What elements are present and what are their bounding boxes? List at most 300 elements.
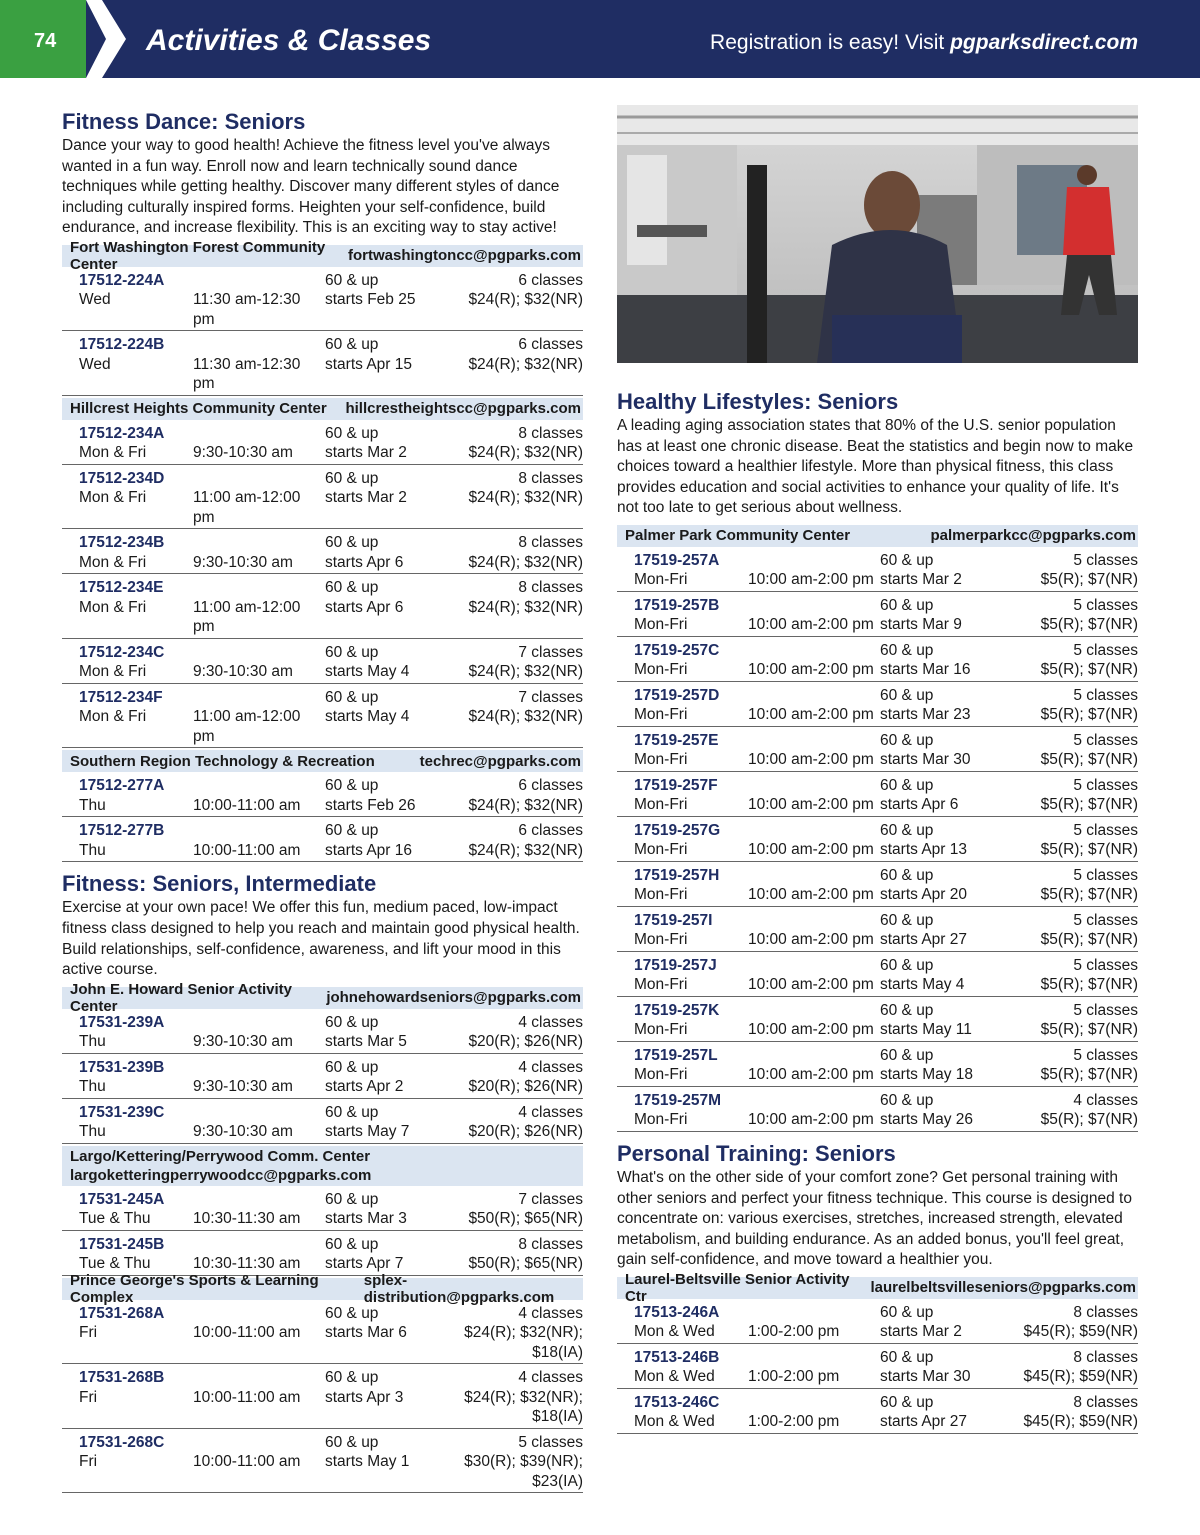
class-row[interactable] (62, 1099, 583, 1144)
class-time: 11:30 am-12:30 pm (193, 355, 301, 393)
class-row[interactable] (62, 684, 583, 749)
class-row[interactable] (617, 682, 1138, 727)
class-count: 4 classes (1073, 1091, 1138, 1109)
class-days: Thu (79, 1033, 106, 1051)
class-count: 4 classes (518, 1369, 583, 1387)
class-fee: $24(R); $32(NR) (468, 598, 583, 616)
location-name: Fort Washington Forest Community Center (70, 238, 326, 273)
class-code[interactable]: 17531-239C (79, 1103, 165, 1121)
location-header (617, 1270, 1138, 1305)
class-count: 5 classes (1073, 686, 1138, 704)
class-fee: $45(R); $59(NR) (1023, 1413, 1138, 1431)
location-header (62, 980, 583, 1015)
class-age: 60 & up (325, 469, 379, 487)
class-fee: $24(R); $32(NR) (468, 444, 583, 462)
location-email[interactable]: splex-distribution@pgparks.com (363, 1271, 555, 1306)
chevron-divider (86, 0, 126, 78)
class-fee: $5(R); $7(NR) (1040, 661, 1138, 679)
course-title: Fitness: Seniors, Intermediate (62, 871, 377, 897)
class-count: 8 classes (518, 1235, 583, 1253)
course-description: Dance your way to good health! Achieve the fitness level you've always wanted in a fun way. Enroll now and learn technically sound dance techniques while getting healthy. Discover many different styles of dance including culturally inspired forms. Heighten your self-confidence, build endurance, and increase flexibility. This is an exciting way to stay active! (62, 137, 560, 237)
class-start: starts Apr 7 (325, 1255, 404, 1273)
class-code[interactable]: 17531-268B (79, 1369, 165, 1387)
class-days: Fri (79, 1388, 98, 1406)
class-code[interactable]: 17531-245B (79, 1235, 165, 1253)
location-header (62, 398, 583, 420)
class-start: starts Mar 6 (325, 1324, 407, 1342)
class-age: 60 & up (880, 686, 934, 704)
class-fee: $5(R); $7(NR) (1040, 931, 1138, 949)
course-description: A leading aging association states that 80% of the U.S. senior population has at least one chronic disease. Beat the statistics and begin now to make choices toward a healthier lifestyle. More than physical fitness, this class provides education and social activities to enhance your quality of life. It's not too late to get serious about wellness. (617, 417, 1134, 517)
class-count: 8 classes (1073, 1303, 1138, 1321)
location-name: Largo/Kettering/Perrywood Comm. Center (70, 1147, 371, 1165)
class-row[interactable] (62, 772, 583, 817)
class-code[interactable]: 17531-239B (79, 1058, 165, 1076)
location-email[interactable]: techrec@pgparks.com (419, 752, 581, 770)
class-count: 5 classes (1073, 911, 1138, 929)
class-count: 4 classes (518, 1058, 583, 1076)
class-fee: $24(R); $32(NR) (468, 489, 583, 507)
class-count: 4 classes (518, 1304, 583, 1322)
class-code[interactable]: 17512-234E (79, 579, 164, 597)
class-time: 10:00-11:00 am (193, 796, 301, 814)
class-age: 60 & up (880, 641, 934, 659)
class-age: 60 & up (325, 688, 379, 706)
class-time: 10:00 am-2:00 pm (748, 616, 874, 634)
left-column (62, 108, 583, 1501)
class-time: 10:00 am-2:00 pm (748, 571, 874, 589)
class-row[interactable] (62, 420, 583, 465)
location-name: Hillcrest Heights Community Center (70, 400, 327, 418)
class-fee: $5(R); $7(NR) (1040, 796, 1138, 814)
class-count: 5 classes (1073, 641, 1138, 659)
class-code[interactable]: 17519-257M (634, 1091, 722, 1109)
class-code[interactable]: 17519-257D (634, 686, 720, 704)
class-start: starts May 18 (880, 1066, 974, 1084)
class-fee: $24(R); $32(NR) (468, 291, 583, 309)
class-days: Mon-Fri (634, 661, 688, 679)
class-days: Mon-Fri (634, 886, 688, 904)
class-days: Mon & Fri (79, 489, 147, 507)
class-row[interactable] (62, 1054, 583, 1099)
class-code[interactable]: 17531-268C (79, 1433, 165, 1451)
class-fee: $20(R); $26(NR) (468, 1078, 583, 1096)
class-count: 5 classes (1073, 731, 1138, 749)
class-time: 9:30-10:30 am (193, 1033, 293, 1051)
class-age: 60 & up (325, 643, 379, 661)
class-age: 60 & up (880, 911, 934, 929)
class-time: 10:00 am-2:00 pm (748, 661, 874, 679)
class-fee: $5(R); $7(NR) (1040, 571, 1138, 589)
class-days: Mon-Fri (634, 571, 688, 589)
class-days: Mon & Wed (634, 1368, 715, 1386)
class-count: 6 classes (518, 271, 583, 289)
class-age: 60 & up (325, 1013, 379, 1031)
class-fee: $50(R); $65(NR) (468, 1210, 583, 1228)
class-row[interactable] (62, 1009, 583, 1054)
class-code[interactable]: 17519-257G (634, 821, 721, 839)
class-fee: $24(R); $32(NR) (468, 553, 583, 571)
class-days: Mon-Fri (634, 1021, 688, 1039)
class-days: Mon-Fri (634, 751, 688, 769)
class-fee: $24(R); $32(NR) (468, 796, 583, 814)
class-row[interactable] (62, 1186, 583, 1231)
class-code[interactable]: 17519-257L (634, 1046, 718, 1064)
class-age: 60 & up (880, 866, 934, 884)
class-time: 1:00-2:00 pm (748, 1413, 840, 1431)
class-days: Mon-Fri (634, 1111, 688, 1129)
class-row[interactable] (617, 817, 1138, 862)
class-fee: $50(R); $65(NR) (468, 1255, 583, 1273)
class-age: 60 & up (880, 1348, 934, 1366)
location-header (62, 1271, 583, 1306)
class-fee: $45(R); $59(NR) (1023, 1368, 1138, 1386)
class-time: 10:00-11:00 am (193, 1453, 301, 1471)
class-count: 5 classes (1073, 776, 1138, 794)
class-fee: $5(R); $7(NR) (1040, 706, 1138, 724)
class-code[interactable]: 17519-257E (634, 731, 719, 749)
class-start: starts Apr 20 (880, 886, 968, 904)
location-name: Laurel-Beltsville Senior Activity Ctr (625, 1270, 850, 1305)
class-count: 5 classes (1073, 1001, 1138, 1019)
class-row[interactable] (617, 1344, 1138, 1389)
class-time: 10:00-11:00 am (193, 1388, 301, 1406)
class-row[interactable] (62, 267, 583, 332)
class-count: 5 classes (518, 1433, 583, 1451)
class-row[interactable] (62, 331, 583, 396)
class-age: 60 & up (880, 1046, 934, 1064)
class-row[interactable] (62, 1429, 583, 1494)
class-fee: $5(R); $7(NR) (1040, 841, 1138, 859)
location-header (62, 1146, 583, 1186)
class-age: 60 & up (325, 1304, 379, 1322)
class-count: 8 classes (518, 534, 583, 552)
class-start: starts Feb 26 (325, 796, 416, 814)
course-section (617, 388, 1138, 1132)
class-age: 60 & up (880, 551, 934, 569)
class-age: 60 & up (325, 1235, 379, 1253)
class-row[interactable] (617, 1299, 1138, 1344)
class-days: Mon-Fri (634, 931, 688, 949)
class-code[interactable]: 17512-224A (79, 271, 165, 289)
location-name: Prince George's Sports & Learning Complex (70, 1271, 319, 1306)
class-row[interactable] (617, 637, 1138, 682)
class-days: Mon & Fri (79, 553, 147, 571)
class-row[interactable] (617, 727, 1138, 772)
class-fee: $24(R); $32(NR) (468, 355, 583, 373)
class-code[interactable]: 17513-246A (634, 1303, 720, 1321)
course-description: What's on the other side of your comfort zone? Get personal training with other seniors and perfect your fitness technique. This course is designed to concentrate on: various exercises, stretches, increased strength, elevated metabolism, and building endurance. As an added bonus, you'll feel great, gain self-confidence, and move toward a healthier you. (617, 1168, 1132, 1269)
class-days: Thu (79, 796, 106, 814)
class-fee: $20(R); $26(NR) (468, 1123, 583, 1141)
class-row[interactable] (62, 1364, 583, 1429)
class-time: 1:00-2:00 pm (748, 1368, 840, 1386)
class-start: starts May 4 (880, 976, 965, 994)
location-name: Palmer Park Community Center (625, 527, 851, 545)
class-start: starts Apr 16 (325, 841, 413, 859)
class-row[interactable] (617, 1389, 1138, 1434)
class-row[interactable] (617, 997, 1138, 1042)
class-age: 60 & up (325, 336, 379, 354)
class-fee: $24(R); $32(NR); $18(IA) (464, 1388, 583, 1426)
location-email[interactable]: laurelbeltsvilleseniors@pgparks.com (870, 1279, 1136, 1297)
class-start: starts May 7 (325, 1123, 410, 1141)
class-days: Mon & Fri (79, 708, 147, 726)
class-fee: $45(R); $59(NR) (1023, 1323, 1138, 1341)
class-days: Thu (79, 1123, 106, 1141)
class-code[interactable]: 17519-257J (634, 956, 717, 974)
class-count: 7 classes (518, 1190, 583, 1208)
class-days: Mon-Fri (634, 706, 688, 724)
class-code[interactable]: 17519-257C (634, 641, 720, 659)
class-fee: $24(R); $32(NR); $18(IA) (464, 1324, 583, 1361)
class-days: Wed (79, 355, 111, 373)
class-age: 60 & up (325, 1103, 379, 1121)
class-fee: $5(R); $7(NR) (1040, 751, 1138, 769)
class-row[interactable] (617, 862, 1138, 907)
class-row[interactable] (617, 907, 1138, 952)
class-days: Tue & Thu (79, 1210, 151, 1228)
class-start: starts Mar 2 (880, 571, 962, 589)
class-time: 10:00-11:00 am (193, 1324, 301, 1342)
class-count: 6 classes (518, 777, 583, 795)
course-section (62, 108, 583, 862)
class-fee: $24(R); $32(NR) (468, 841, 583, 859)
class-count: 5 classes (1073, 956, 1138, 974)
class-age: 60 & up (325, 1369, 379, 1387)
class-age: 60 & up (880, 596, 934, 614)
class-days: Mon & Fri (79, 444, 147, 462)
class-time: 10:00 am-2:00 pm (748, 796, 874, 814)
class-time: 10:00 am-2:00 pm (748, 931, 874, 949)
class-days: Mon & Wed (634, 1323, 715, 1341)
class-row[interactable] (62, 529, 583, 574)
class-time: 1:00-2:00 pm (748, 1323, 840, 1341)
class-time: 9:30-10:30 am (193, 1078, 293, 1096)
class-start: starts Apr 27 (880, 931, 968, 949)
class-time: 11:00 am-12:00 pm (193, 598, 301, 636)
class-start: starts Apr 13 (880, 841, 968, 859)
class-time: 10:00 am-2:00 pm (748, 751, 874, 769)
class-code[interactable]: 17512-224B (79, 336, 165, 354)
class-days: Mon-Fri (634, 616, 688, 634)
class-count: 7 classes (518, 688, 583, 706)
class-start: starts May 4 (325, 708, 410, 726)
class-age: 60 & up (880, 1303, 934, 1321)
class-time: 9:30-10:30 am (193, 553, 293, 571)
class-age: 60 & up (880, 1091, 934, 1109)
class-time: 10:00 am-2:00 pm (748, 1021, 874, 1039)
class-count: 8 classes (518, 579, 583, 597)
course-title: Personal Training: Seniors (617, 1140, 896, 1166)
class-time: 11:30 am-12:30 pm (193, 291, 301, 328)
class-fee: $5(R); $7(NR) (1040, 1111, 1138, 1129)
class-count: 7 classes (518, 643, 583, 661)
class-code[interactable]: 17519-257H (634, 866, 720, 884)
class-count: 8 classes (1073, 1348, 1138, 1366)
class-age: 60 & up (880, 821, 934, 839)
class-days: Mon-Fri (634, 841, 688, 859)
class-start: starts Apr 6 (880, 796, 959, 814)
class-code[interactable]: 17519-257F (634, 776, 718, 794)
class-code[interactable]: 17512-234C (79, 643, 165, 661)
class-time: 10:00 am-2:00 pm (748, 886, 874, 904)
class-days: Mon & Wed (634, 1413, 715, 1431)
senior-fitness-photo (617, 105, 1138, 363)
class-code[interactable]: 17512-234F (79, 688, 163, 706)
class-code[interactable]: 17519-257K (634, 1001, 720, 1019)
class-age: 60 & up (325, 1058, 379, 1076)
class-start: starts Mar 2 (880, 1323, 962, 1341)
class-fee: $20(R); $26(NR) (468, 1033, 583, 1051)
class-row[interactable] (617, 772, 1138, 817)
class-count: 5 classes (1073, 866, 1138, 884)
registration-note (710, 31, 1138, 55)
class-row[interactable] (617, 547, 1138, 592)
class-count: 5 classes (1073, 821, 1138, 839)
class-start: starts May 1 (325, 1453, 410, 1471)
class-code[interactable]: 17519-257A (634, 551, 720, 569)
class-count: 8 classes (518, 424, 583, 442)
page-header (0, 0, 1200, 78)
class-fee: $5(R); $7(NR) (1040, 1021, 1138, 1039)
class-code[interactable]: 17513-246B (634, 1348, 720, 1366)
class-row[interactable] (617, 1087, 1138, 1132)
class-age: 60 & up (325, 1433, 379, 1451)
class-start: starts Mar 30 (880, 751, 971, 769)
location-email[interactable]: fortwashingtoncc@pgparks.com (348, 247, 581, 265)
class-days: Fri (79, 1324, 98, 1342)
class-row[interactable] (62, 1300, 583, 1365)
class-code[interactable]: 17512-234B (79, 534, 165, 552)
class-code[interactable]: 17512-277A (79, 777, 165, 795)
class-code[interactable]: 17512-277B (79, 822, 165, 840)
class-count: 5 classes (1073, 551, 1138, 569)
class-row[interactable] (62, 639, 583, 684)
class-start: starts Apr 2 (325, 1078, 404, 1096)
course-description: Exercise at your own pace! We offer this fun, medium paced, low-impact fitness class designed to help you reach and maintain good physical health. Build relationships, self-confidence, awareness, and lift your mood in this active course. (62, 899, 580, 979)
class-fee: $5(R); $7(NR) (1040, 886, 1138, 904)
class-time: 9:30-10:30 am (193, 444, 293, 462)
course-title: Fitness Dance: Seniors (62, 109, 306, 134)
class-code[interactable]: 17512-234D (79, 469, 165, 487)
class-code[interactable]: 17531-268A (79, 1304, 165, 1322)
class-start: starts Mar 3 (325, 1210, 407, 1228)
class-days: Mon & Fri (79, 598, 147, 616)
class-age: 60 & up (880, 731, 934, 749)
class-start: starts Mar 2 (325, 489, 407, 507)
class-row[interactable] (62, 817, 583, 862)
right-column (617, 388, 1138, 1442)
class-time: 10:00 am-2:00 pm (748, 976, 874, 994)
class-row[interactable] (62, 1231, 583, 1276)
location-email[interactable]: palmerparkcc@pgparks.com (930, 527, 1136, 545)
class-code[interactable]: 17531-245A (79, 1190, 165, 1208)
location-email[interactable]: largoketteringperrywoodcc@pgparks.com (70, 1166, 372, 1184)
class-start: starts May 4 (325, 663, 410, 681)
class-age: 60 & up (880, 956, 934, 974)
class-age: 60 & up (325, 271, 379, 289)
class-start: starts May 26 (880, 1111, 974, 1129)
class-days: Fri (79, 1453, 98, 1471)
class-count: 5 classes (1073, 1046, 1138, 1064)
photo-illustration (617, 105, 1138, 363)
class-days: Thu (79, 1078, 106, 1096)
class-start: starts Mar 5 (325, 1033, 407, 1051)
class-days: Wed (79, 291, 111, 309)
class-row[interactable] (617, 1042, 1138, 1087)
class-time: 9:30-10:30 am (193, 1123, 293, 1141)
class-code[interactable]: 17513-246C (634, 1393, 720, 1411)
course-section (617, 1140, 1138, 1434)
class-start: starts Mar 16 (880, 661, 971, 679)
class-days: Mon-Fri (634, 1066, 688, 1084)
class-start: starts Mar 30 (880, 1368, 971, 1386)
registration-text: Registration is easy! Visit (710, 31, 951, 54)
class-code[interactable]: 17512-234A (79, 424, 165, 442)
class-code[interactable]: 17519-257B (634, 596, 720, 614)
class-count: 8 classes (518, 469, 583, 487)
class-time: 10:00 am-2:00 pm (748, 1066, 874, 1084)
class-days: Mon & Fri (79, 663, 147, 681)
class-time: 10:30-11:30 am (193, 1210, 301, 1228)
class-code[interactable]: 17531-239A (79, 1013, 165, 1031)
class-start: starts Feb 25 (325, 291, 416, 309)
class-time: 10:00 am-2:00 pm (748, 1111, 874, 1129)
class-code[interactable]: 17519-257I (634, 911, 713, 929)
class-age: 60 & up (325, 579, 379, 597)
class-time: 9:30-10:30 am (193, 663, 293, 681)
class-age: 60 & up (880, 1001, 934, 1019)
class-fee: $5(R); $7(NR) (1040, 976, 1138, 994)
class-age: 60 & up (880, 776, 934, 794)
class-row[interactable] (62, 574, 583, 639)
class-time: 10:00-11:00 am (193, 841, 301, 859)
class-start: starts Mar 2 (325, 444, 407, 462)
class-age: 60 & up (325, 1190, 379, 1208)
class-count: 5 classes (1073, 596, 1138, 614)
registration-link[interactable]: pgparksdirect.com (950, 31, 1138, 54)
class-start: starts Apr 3 (325, 1388, 404, 1406)
course-section (62, 870, 583, 1493)
class-fee: $24(R); $32(NR) (468, 663, 583, 681)
course-title: Healthy Lifestyles: Seniors (617, 389, 899, 414)
class-days: Mon-Fri (634, 976, 688, 994)
class-days: Tue & Thu (79, 1255, 151, 1273)
class-fee: $5(R); $7(NR) (1040, 616, 1138, 634)
class-row[interactable] (62, 465, 583, 530)
class-count: 8 classes (1073, 1393, 1138, 1411)
class-time: 11:00 am-12:00 pm (193, 708, 301, 745)
location-email[interactable]: johnehowardseniors@pgparks.com (326, 989, 581, 1007)
class-fee: $30(R); $39(NR); $23(IA) (464, 1453, 583, 1490)
class-row[interactable] (617, 592, 1138, 637)
class-days: Thu (79, 841, 106, 859)
class-age: 60 & up (325, 822, 379, 840)
class-time: 11:00 am-12:00 pm (193, 489, 301, 526)
location-header (62, 750, 583, 772)
class-start: starts Apr 15 (325, 355, 413, 373)
class-row[interactable] (617, 952, 1138, 997)
class-start: starts May 11 (880, 1021, 972, 1039)
location-name: Southern Region Technology & Recreation (70, 752, 375, 770)
class-start: starts Apr 6 (325, 598, 404, 616)
class-fee: $24(R); $32(NR) (468, 708, 583, 726)
class-age: 60 & up (325, 777, 379, 795)
class-days: Mon-Fri (634, 796, 688, 814)
class-time: 10:00 am-2:00 pm (748, 706, 874, 724)
location-email[interactable]: hillcrestheightscc@pgparks.com (345, 400, 581, 418)
